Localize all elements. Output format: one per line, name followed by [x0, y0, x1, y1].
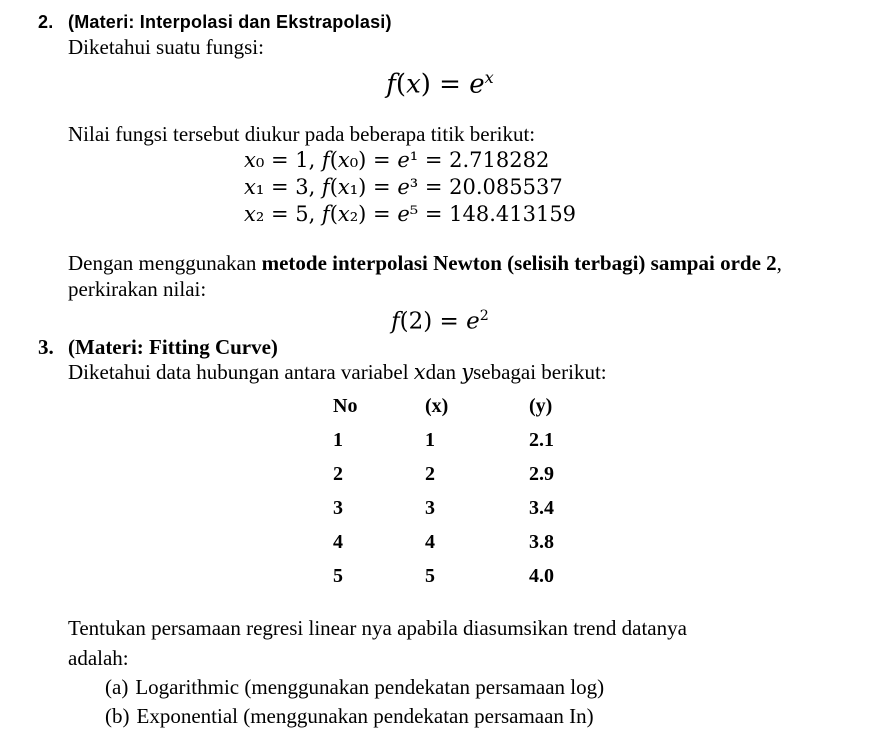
task-line2: adalah:: [68, 646, 129, 671]
problem-3-title: (Materi: Fitting Curve): [68, 335, 278, 360]
option-a-label: (a): [105, 675, 129, 700]
method-paragraph: [68, 250, 880, 276]
problem-3-intro: [68, 359, 880, 385]
variable-y: y: [461, 360, 474, 385]
formula-fx-base: f(x) = e: [386, 69, 485, 100]
table-header-x: (x): [425, 395, 449, 418]
formula-f2-base: f(2) = e: [391, 308, 480, 335]
table-cell: 4.0: [529, 565, 554, 588]
problem-3-intro-prefix: Diketahui data hubungan antara variabel: [68, 360, 414, 385]
option-a-text: Logarithmic (menggunakan pendekatan persamaan log): [135, 675, 605, 700]
sample-point-1: x₀ = 1, f(x₀) = e¹ = 2.718282: [244, 147, 550, 172]
table-header-y: (y): [529, 395, 553, 418]
data-table: [333, 389, 880, 593]
table-cell: 3: [333, 497, 343, 520]
table-cell: 4: [333, 531, 343, 554]
formula-f2-exponent: 2: [479, 307, 489, 324]
option-b-text: Exponential (menggunakan pendekatan persamaan In): [136, 704, 594, 729]
table-cell: 1: [425, 429, 435, 452]
sample-point-3: x₂ = 5, f(x₂) = e⁵ = 148.413159: [244, 201, 577, 226]
formula-fx: [0, 60, 880, 103]
table-cell: 5: [333, 565, 343, 588]
option-a: [105, 673, 880, 702]
problem-2-intro: Diketahui suatu fungsi:: [68, 35, 264, 59]
option-b: [105, 702, 880, 731]
variable-x: x: [413, 360, 426, 385]
table-cell: 2: [333, 463, 343, 486]
table-cell: 1: [333, 429, 343, 452]
sample-points-block: [244, 147, 880, 228]
problem-3-intro-mid: dan: [425, 360, 462, 385]
formula-fx-exponent: x: [484, 68, 494, 87]
problem-2-number: 2.: [38, 12, 54, 32]
table-cell: 2: [425, 463, 435, 486]
formula-f2: [0, 302, 880, 336]
problem-3-number: 3.: [38, 335, 54, 360]
table-cell: 3.4: [529, 497, 554, 520]
method-line2: perkirakan nilai:: [68, 276, 207, 301]
table-cell: 4: [425, 531, 435, 554]
table-cell: 5: [425, 565, 435, 588]
table-cell: 2.1: [529, 429, 554, 452]
method-text-prefix: Dengan menggunakan: [68, 250, 262, 275]
table-header-no: No: [333, 395, 358, 418]
points-intro: Nilai fungsi tersebut diukur pada beberapa titik berikut:: [68, 121, 536, 146]
option-b-label: (b): [105, 704, 130, 729]
method-text-suffix: ,: [776, 250, 782, 275]
method-text-bold: metode interpolasi Newton (selisih terbagi) sampai orde 2: [261, 250, 777, 275]
table-cell: 2.9: [529, 463, 554, 486]
problem-3-heading: [0, 335, 880, 359]
table-cell: 3.8: [529, 531, 554, 554]
task-line1: Tentukan persamaan regresi linear nya apabila diasumsikan trend datanya: [68, 616, 687, 641]
problem-2-title: (Materi: Interpolasi dan Ekstrapolasi): [68, 12, 392, 32]
problem-3-intro-suffix: sebagai berikut:: [473, 360, 607, 385]
problem-2-heading: [0, 10, 880, 34]
sample-point-2: x₁ = 3, f(x₁) = e³ = 20.085537: [244, 174, 563, 199]
table-cell: 3: [425, 497, 435, 520]
